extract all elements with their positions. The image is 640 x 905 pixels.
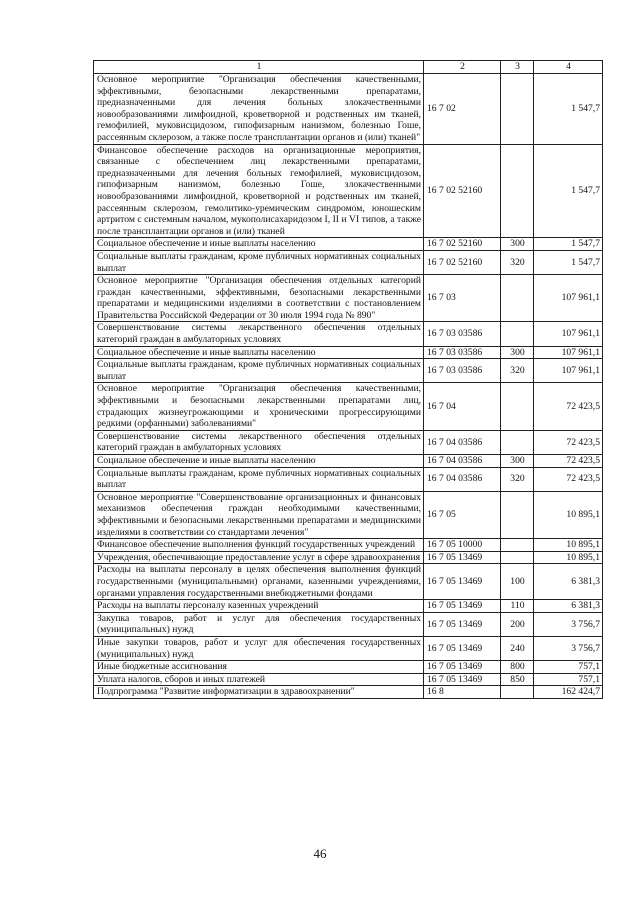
budget-table	[93, 60, 603, 699]
table-row	[94, 144, 603, 238]
row-name: Социальное обеспечение и иные выплаты населению	[94, 238, 424, 251]
row-vr	[501, 551, 534, 564]
row-vr: 110	[501, 600, 534, 613]
table-row	[94, 600, 603, 613]
row-vr: 850	[501, 673, 534, 686]
row-csr: 16 7 05 13469	[424, 673, 501, 686]
table-row	[94, 383, 603, 430]
row-csr: 16 7 02 52160	[424, 144, 501, 238]
header-row	[94, 61, 603, 74]
row-name: Основное мероприятие "Организация обеспечения отдельных категорий граждан качественными, эффективными, безопасными лекарственными препаратами и медицинскими изделиями в соответствии с постановлением Правительства Российской Федерации от 30 июля 1994 года № 890"	[94, 275, 424, 322]
row-sum: 6 381,3	[534, 564, 603, 600]
row-csr: 16 7 04 03586	[424, 467, 501, 491]
table-row	[94, 539, 603, 552]
row-csr: 16 7 05 13469	[424, 612, 501, 636]
row-vr	[501, 383, 534, 430]
row-csr: 16 7 02	[424, 74, 501, 145]
row-name: Социальные выплаты гражданам, кроме публичных нормативных социальных выплат	[94, 359, 424, 383]
row-sum: 107 961,1	[534, 346, 603, 359]
row-sum: 162 424,7	[534, 686, 603, 699]
row-name: Закупка товаров, работ и услуг для обеспечения государственных (муниципальных) нужд	[94, 612, 424, 636]
row-vr: 200	[501, 612, 534, 636]
row-sum: 107 961,1	[534, 322, 603, 346]
row-vr: 300	[501, 238, 534, 251]
row-sum: 10 895,1	[534, 491, 603, 538]
row-name: Совершенствование системы лекарственного обеспечения отдельных категорий граждан в амбулаторных условиях	[94, 430, 424, 454]
row-vr	[501, 144, 534, 238]
row-sum: 10 895,1	[534, 539, 603, 552]
row-csr: 16 7 03 03586	[424, 346, 501, 359]
row-csr: 16 7 03	[424, 275, 501, 322]
row-csr: 16 7 03 03586	[424, 322, 501, 346]
row-csr: 16 7 04 03586	[424, 430, 501, 454]
row-sum: 3 756,7	[534, 636, 603, 660]
row-sum: 757,1	[534, 661, 603, 674]
row-name: Основное мероприятие "Организация обеспечения качественными, эффективными и безопасными лекарственными препаратами лиц, страдающих жизнеугрожающими и хроническими прогрессирующими редкими (орфанными) заболеваниями"	[94, 383, 424, 430]
row-vr	[501, 686, 534, 699]
row-name: Совершенствование системы лекарственного обеспечения отдельных категорий граждан в амбулаторных условиях	[94, 322, 424, 346]
row-name: Иные закупки товаров, работ и услуг для обеспечения государственных (муниципальных) нужд	[94, 636, 424, 660]
row-csr: 16 8	[424, 686, 501, 699]
row-csr: 16 7 04 03586	[424, 455, 501, 468]
row-csr: 16 7 02 52160	[424, 250, 501, 274]
table-row	[94, 359, 603, 383]
row-vr: 240	[501, 636, 534, 660]
row-vr: 320	[501, 250, 534, 274]
row-vr	[501, 430, 534, 454]
row-csr: 16 7 05 13469	[424, 600, 501, 613]
row-sum: 72 423,5	[534, 383, 603, 430]
row-vr: 300	[501, 346, 534, 359]
row-name: Социальное обеспечение и иные выплаты населению	[94, 346, 424, 359]
row-name: Подпрограмма "Развитие информатизации в здравоохранении"	[94, 686, 424, 699]
header-col-2: 2	[424, 61, 501, 74]
row-name: Социальные выплаты гражданам, кроме публичных нормативных социальных выплат	[94, 250, 424, 274]
page-number: 46	[313, 846, 327, 861]
header-col-1: 1	[94, 61, 424, 74]
table-row	[94, 551, 603, 564]
row-sum: 72 423,5	[534, 430, 603, 454]
row-sum: 6 381,3	[534, 600, 603, 613]
row-csr: 16 7 05 13469	[424, 564, 501, 600]
header-col-3: 3	[501, 61, 534, 74]
row-csr: 16 7 02 52160	[424, 238, 501, 251]
table-row	[94, 250, 603, 274]
row-vr: 300	[501, 455, 534, 468]
row-sum: 72 423,5	[534, 455, 603, 468]
row-vr: 320	[501, 359, 534, 383]
row-vr: 320	[501, 467, 534, 491]
row-vr	[501, 491, 534, 538]
row-sum: 107 961,1	[534, 275, 603, 322]
row-vr	[501, 275, 534, 322]
table-row	[94, 467, 603, 491]
table-row	[94, 275, 603, 322]
row-name: Основное мероприятие "Совершенствование организационных и финансовых механизмов обеспечения граждан необходимыми качественными, эффективными и безопасными лекарственными препаратами и медицинскими изделиями в соответствии со стандартами лечения"	[94, 491, 424, 538]
row-sum: 10 895,1	[534, 551, 603, 564]
row-csr: 16 7 05 13469	[424, 661, 501, 674]
row-vr: 100	[501, 564, 534, 600]
table-row	[94, 564, 603, 600]
row-csr: 16 7 04	[424, 383, 501, 430]
row-sum: 3 756,7	[534, 612, 603, 636]
table-row	[94, 612, 603, 636]
row-name: Финансовое обеспечение выполнения функций государственных учреждений	[94, 539, 424, 552]
row-csr: 16 7 03 03586	[424, 359, 501, 383]
row-name: Учреждения, обеспечивающие предоставление услуг в сфере здравоохранения	[94, 551, 424, 564]
row-sum: 72 423,5	[534, 467, 603, 491]
table-row	[94, 430, 603, 454]
row-sum: 757,1	[534, 673, 603, 686]
table-row	[94, 491, 603, 538]
table-row	[94, 74, 603, 145]
table-row	[94, 455, 603, 468]
row-vr	[501, 322, 534, 346]
table-row	[94, 661, 603, 674]
table-row	[94, 686, 603, 699]
row-name: Социальные выплаты гражданам, кроме публичных нормативных социальных выплат	[94, 467, 424, 491]
row-vr	[501, 539, 534, 552]
header-col-4: 4	[534, 61, 603, 74]
row-csr: 16 7 05 10000	[424, 539, 501, 552]
row-sum: 1 547,7	[534, 250, 603, 274]
row-name: Основное мероприятие "Организация обеспечения качественными, эффективными, безопасными лекарственными препаратами, предназначенными для лечения больных злокачественными новообразованиями лимфоидной, кроветворной и родственных им тканей, гемофилией, муковисцидозом, гипофизарным нанизмом, болезнью Гоше, рассеянным склерозом, а также после трансплантации органов и (или) тканей"	[94, 74, 424, 145]
row-sum: 107 961,1	[534, 359, 603, 383]
table-row	[94, 673, 603, 686]
row-sum: 1 547,7	[534, 74, 603, 145]
row-csr: 16 7 05	[424, 491, 501, 538]
table-row	[94, 238, 603, 251]
table-row	[94, 346, 603, 359]
row-name: Социальное обеспечение и иные выплаты населению	[94, 455, 424, 468]
row-name: Расходы на выплаты персоналу в целях обеспечения выполнения функций государственными (муниципальными) органами, казенными учреждениями, органами управления государственными внебюджетными фондами	[94, 564, 424, 600]
row-sum: 1 547,7	[534, 238, 603, 251]
row-vr: 800	[501, 661, 534, 674]
table-row	[94, 636, 603, 660]
table-row	[94, 322, 603, 346]
row-name: Финансовое обеспечение расходов на организационные мероприятия, связанные с обеспечением лиц лекарственными препаратами, предназначенными для лечения больных гемофилией, муковисцидозом, гипофизарным нанизмом, болезнью Гоше, злокачественными новообразованиями лимфоидной, кроветворной и родственных им тканей, рассеянным склерозом, гемолитико-уремическим синдромом, юношеским артритом с системным началом, мукополисахаридозом I, II и VI типов, а также после трансплантации органов и (или) тканей	[94, 144, 424, 238]
row-csr: 16 7 05 13469	[424, 551, 501, 564]
row-name: Расходы на выплаты персоналу казенных учреждений	[94, 600, 424, 613]
row-vr	[501, 74, 534, 145]
row-csr: 16 7 05 13469	[424, 636, 501, 660]
row-name: Иные бюджетные ассигнования	[94, 661, 424, 674]
row-sum: 1 547,7	[534, 144, 603, 238]
row-name: Уплата налогов, сборов и иных платежей	[94, 673, 424, 686]
